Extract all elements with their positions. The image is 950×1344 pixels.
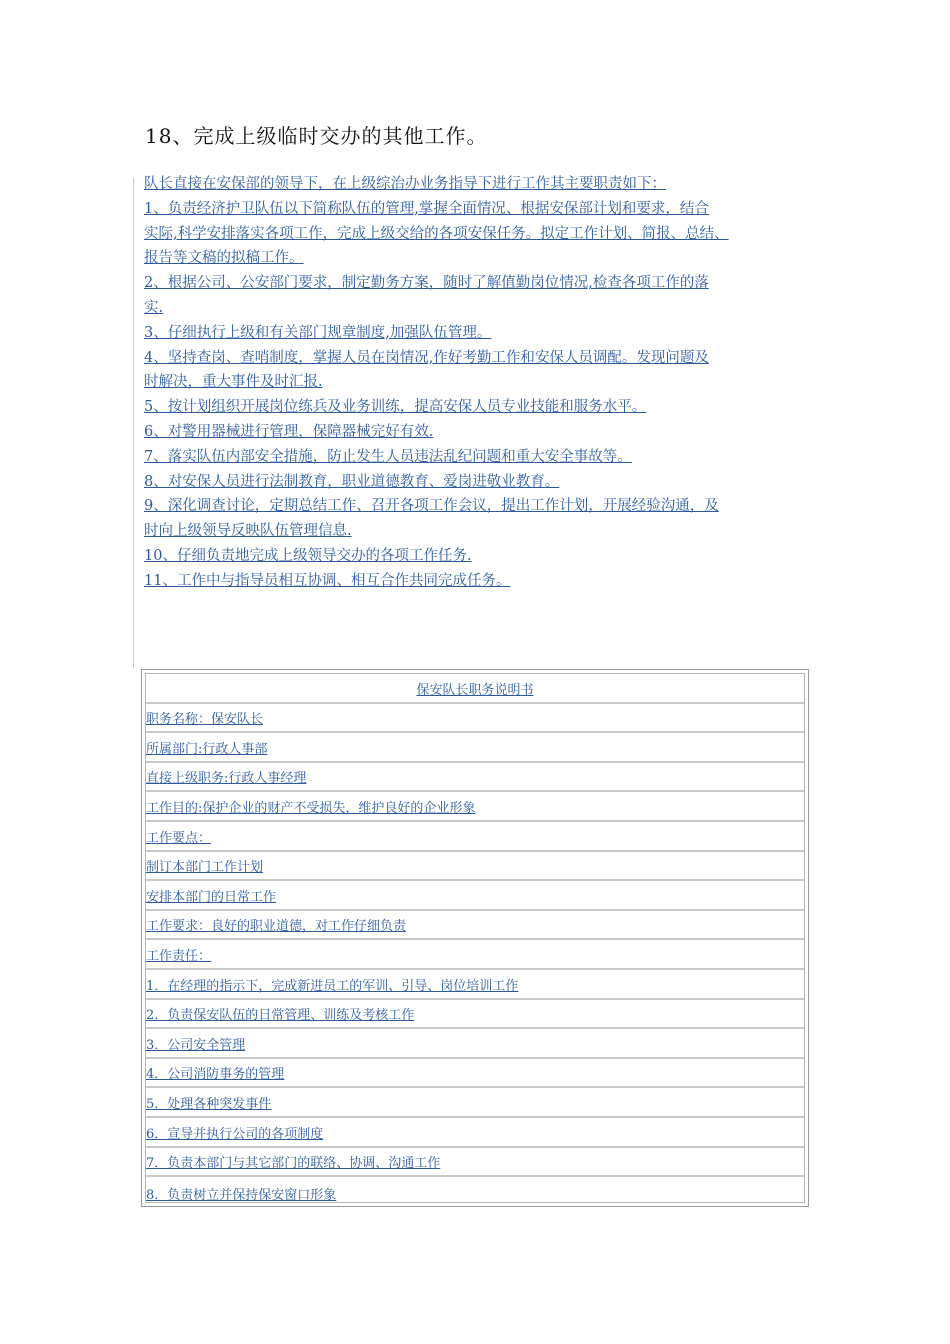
- duty-line[interactable]: 6、对警用器械进行管理，保障器械完好有效.: [144, 423, 434, 440]
- table-cell-text[interactable]: 7．负责本部门与其它部门的联络、协调、沟通工作: [146, 1156, 441, 1172]
- table-cell-text[interactable]: 1．在经理的指示下，完成新进员工的军训、引导、岗位培训工作: [146, 978, 519, 994]
- table-cell-text[interactable]: 制订本部门工作计划: [146, 860, 264, 876]
- table-row: [146, 1148, 804, 1178]
- table-title-row: [146, 674, 804, 704]
- job-description-table: [141, 669, 809, 1207]
- table-row: [146, 822, 804, 852]
- duty-line[interactable]: 8、对安保人员进行法制教育，职业道德教育、爱岗进敬业教育。: [144, 473, 560, 490]
- duty-line[interactable]: 10、仔细负责地完成上级领导交办的各项工作任务.: [144, 547, 472, 564]
- duty-line[interactable]: 报告等文稿的拟稿工作。: [144, 250, 304, 267]
- table-row: [146, 1118, 804, 1148]
- table-row: [146, 911, 804, 941]
- duty-line[interactable]: 3、仔细执行上级和有关部门规章制度,加强队伍管理。: [144, 324, 492, 341]
- table-row: [146, 733, 804, 763]
- duty-line[interactable]: 1、负责经济护卫队伍以下简称队伍的管理,掌握全面情况、根据安保部计划和要求，结合: [144, 200, 709, 217]
- table-cell-text[interactable]: 5．处理各种突发事件: [146, 1096, 272, 1112]
- duty-line[interactable]: 7、落实队伍内部安全措施，防止发生人员违法乱纪问题和重大安全事故等。: [144, 448, 632, 465]
- table-cell-text[interactable]: 3．公司安全管理: [146, 1037, 246, 1053]
- duty-line[interactable]: 2、根据公司、公安部门要求，制定勤务方案，随时了解值勤岗位情况,检查各项工作的落: [144, 275, 709, 292]
- duty-line[interactable]: 时解决，重大事件及时汇报.: [144, 374, 323, 391]
- section-heading: 18、完成上级临时交办的其他工作。: [145, 124, 488, 148]
- table-row: [146, 1177, 804, 1207]
- table-cell-text[interactable]: 4．公司消防事务的管理: [146, 1067, 285, 1083]
- table-row: [146, 1029, 804, 1059]
- duty-line[interactable]: 实际,科学安排落实各项工作，完成上级交给的各项安保任务。拟定工作计划、简报、总结、: [144, 225, 729, 242]
- table-body: [145, 673, 805, 1203]
- table-cell-text[interactable]: 2．负责保安队伍的日常管理、训练及考核工作: [146, 1008, 415, 1024]
- duty-line[interactable]: 5、按计划组织开展岗位练兵及业务训练，提高安保人员专业技能和服务水平。: [144, 399, 647, 416]
- table-row: [146, 1059, 804, 1089]
- table-cell-text[interactable]: 工作要求：良好的职业道德，对工作仔细负责: [146, 919, 407, 935]
- table-row: [146, 940, 804, 970]
- table-row: [146, 792, 804, 822]
- table-cell-text[interactable]: 所属部门:行政人事部: [146, 741, 268, 757]
- table-cell-text[interactable]: 工作要点：: [146, 830, 212, 846]
- table-cell-text[interactable]: 职务名称：保安队长: [146, 712, 264, 728]
- duties-list: [144, 172, 814, 594]
- duty-line[interactable]: 11、工作中与指导员相互协调、相互合作共同完成任务。: [144, 572, 511, 589]
- table-cell-text[interactable]: 8．负责树立并保持保安窗口形象: [146, 1187, 337, 1203]
- table-row: [146, 881, 804, 911]
- duty-line[interactable]: 队长直接在安保部的领导下，在上级综治办业务指导下进行工作其主要职责如下：: [144, 176, 666, 192]
- table-row: [146, 1000, 804, 1030]
- duty-line[interactable]: 4、坚持查岗、查哨制度，掌握人员在岗情况,作好考勤工作和安保人员调配。发现问题及: [144, 349, 709, 366]
- table-cell-text[interactable]: 直接上级职务:行政人事经理: [146, 771, 307, 787]
- table-cell-text[interactable]: 安排本部门的日常工作: [146, 889, 277, 905]
- table-title[interactable]: 保安队长职务说明书: [416, 682, 534, 698]
- table-row: [146, 704, 804, 734]
- margin-rule: [133, 178, 134, 668]
- table-row: [146, 763, 804, 793]
- duty-line[interactable]: 实.: [144, 299, 164, 316]
- duty-line[interactable]: 时向上级领导反映队伍管理信息.: [144, 523, 352, 540]
- table-row: [146, 852, 804, 882]
- table-row: [146, 970, 804, 1000]
- table-row: [146, 1088, 804, 1118]
- duty-line[interactable]: 9、深化调查讨论，定期总结工作、召开各项工作会议，提出工作计划，开展经验沟通，及: [144, 498, 719, 515]
- table-cell-text[interactable]: 工作责任：: [146, 948, 212, 964]
- table-cell-text[interactable]: 工作目的:保护企业的财产不受损失，维护良好的企业形象: [146, 800, 476, 816]
- table-cell-text[interactable]: 6．宣导并执行公司的各项制度: [146, 1126, 324, 1142]
